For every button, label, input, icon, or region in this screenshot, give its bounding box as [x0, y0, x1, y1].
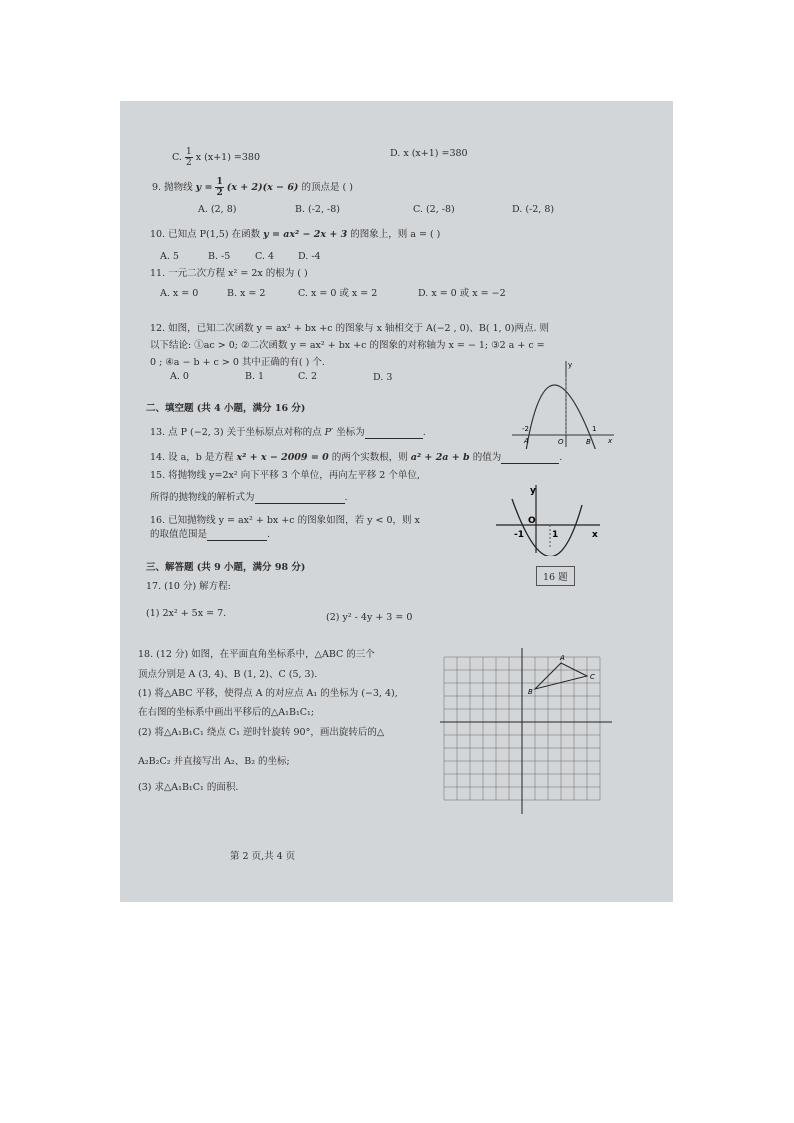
- q10-option-c: C. 4: [255, 251, 275, 262]
- q16-line-2: 的取值范围是 .: [150, 529, 271, 540]
- q10-option-a: A. 5: [160, 251, 179, 262]
- q12-line-2: 以下结论: ①ac > 0; ②二次函数 y = ax² + bx +c 的图象的对称轴为 x = − 1; ③2 a + c =: [150, 340, 545, 351]
- q8-option-d: D. x (x+1) =380: [390, 148, 468, 159]
- q17-title: 17. (10 分) 解方程:: [146, 581, 231, 592]
- label-b: B: [528, 688, 533, 696]
- q13-stem: 13. 点 P (−2, 3) 关于坐标原点对称的点 P′ 坐标为 .: [150, 427, 426, 438]
- q11-option-a: A. x = 0: [160, 288, 199, 299]
- q16-figure-label: 16 题: [536, 566, 575, 586]
- q9-stem: 9. 抛物线 y = $\frac{1}{2}$ (x + 2)(x − 6) 的顶点是 ( ): [152, 177, 353, 198]
- label-minus2: -2: [522, 425, 529, 433]
- q10-option-b: B. -5: [208, 251, 231, 262]
- q10-option-d: D. -4: [298, 251, 321, 262]
- q18-line-7: (3) 求△A₁B₁C₁ 的面积.: [138, 782, 239, 793]
- label-minus1: -1: [514, 530, 524, 540]
- parabola-curve: [512, 499, 582, 556]
- q18-line-3: (1) 将△ABC 平移，使得点 A 的对应点 A₁ 的坐标为 (−3, 4),: [138, 688, 398, 699]
- q18-line-1: 18. (12 分) 如图，在平面直角坐标系中，△ABC 的三个: [138, 649, 375, 660]
- q11-option-b: B. x = 2: [227, 288, 266, 299]
- q18-line-2: 顶点分别是 A (3, 4)、B (1, 2)、C (5, 3).: [138, 669, 318, 680]
- q18-coordinate-grid: [436, 646, 614, 816]
- label-o: O: [558, 438, 564, 446]
- q9-option-d: D. (-2, 8): [512, 204, 555, 215]
- q11-option-d: D. x = 0 或 x = −2: [418, 288, 506, 299]
- q15-line-1: 15. 将抛物线 y=2x² 向下平移 3 个单位，再向左平移 2 个单位,: [150, 470, 420, 481]
- label-1: 1: [592, 425, 597, 433]
- q12-option-a: A. 0: [170, 371, 189, 382]
- q12-option-c: C. 2: [298, 371, 318, 382]
- q17-part-1: (1) 2x² + 5x = 7.: [146, 608, 227, 619]
- q11-stem: 11. 一元二次方程 x² = 2x 的根为 ( ): [150, 268, 308, 279]
- q14-stem: 14. 设 a，b 是方程 x² + x − 2009 = 0 的两个实数根，则 a² + 2a + b 的值为 .: [150, 452, 563, 463]
- q10-stem: 10. 已知点 P(1,5) 在函数 y = ax² − 2x + 3 的图象上，则 a = ( ): [150, 229, 441, 240]
- q8-option-c: C. $\frac{1}{2}$ x (x+1) =380: [172, 147, 261, 168]
- label-x: x: [592, 530, 598, 540]
- q16-line-1: 16. 已知抛物线 y = ax² + bx +c 的图象如图，若 y < 0，则 x: [150, 515, 420, 526]
- q12-line-3: 0 ; ④a − b + c > 0 其中正确的有( ) 个.: [150, 357, 325, 368]
- label-a: A: [524, 437, 529, 445]
- label-b: B: [586, 438, 591, 446]
- label-a: A: [560, 654, 565, 662]
- q18-line-5: (2) 将△A₁B₁C₁ 绕点 C₁ 逆时针旋转 90°，画出旋转后的△: [138, 727, 385, 738]
- q9-option-b: B. (-2, -8): [295, 204, 340, 215]
- q12-option-d: D. 3: [373, 372, 393, 383]
- q16-parabola-figure: [492, 481, 604, 556]
- q11-option-c: C. x = 0 或 x = 2: [298, 288, 378, 299]
- q12-option-b: B. 1: [245, 371, 265, 382]
- q9-option-a: A. (2, 8): [198, 204, 237, 215]
- label-c: C: [590, 673, 595, 681]
- fraction: $\frac{1}{2}$: [185, 147, 192, 168]
- q12-line-1: 12. 如图，已知二次函数 y = ax² + bx +c 的图象与 x 轴相交于 A(−2 , 0)、B( 1, 0)两点. 则: [150, 323, 549, 334]
- label-y: y: [530, 486, 536, 496]
- page-footer: 第 2 页,共 4 页: [230, 851, 296, 862]
- q15-line-2: 所得的抛物线的解析式为 .: [150, 492, 348, 503]
- q18-line-4: 在右图的坐标系中画出平移后的△A₁B₁C₁;: [138, 707, 315, 718]
- q17-part-2: (2) y² - 4y + 3 = 0: [326, 612, 413, 623]
- q18-line-6: A₂B₂C₂ 并直接写出 A₂、B₂ 的坐标;: [138, 756, 290, 767]
- label-y: y: [568, 361, 573, 369]
- section-3-heading: 三、解答题 (共 9 小题，满分 98 分): [146, 562, 306, 573]
- exam-page: [120, 101, 673, 902]
- q12-parabola-figure: [508, 359, 618, 449]
- label-1: 1: [552, 530, 559, 540]
- label-x: x: [608, 437, 613, 445]
- section-2-heading: 二、填空题 (共 4 小题，满分 16 分): [146, 403, 306, 414]
- q9-option-c: C. (2, -8): [413, 204, 455, 215]
- label-o: O: [528, 516, 536, 526]
